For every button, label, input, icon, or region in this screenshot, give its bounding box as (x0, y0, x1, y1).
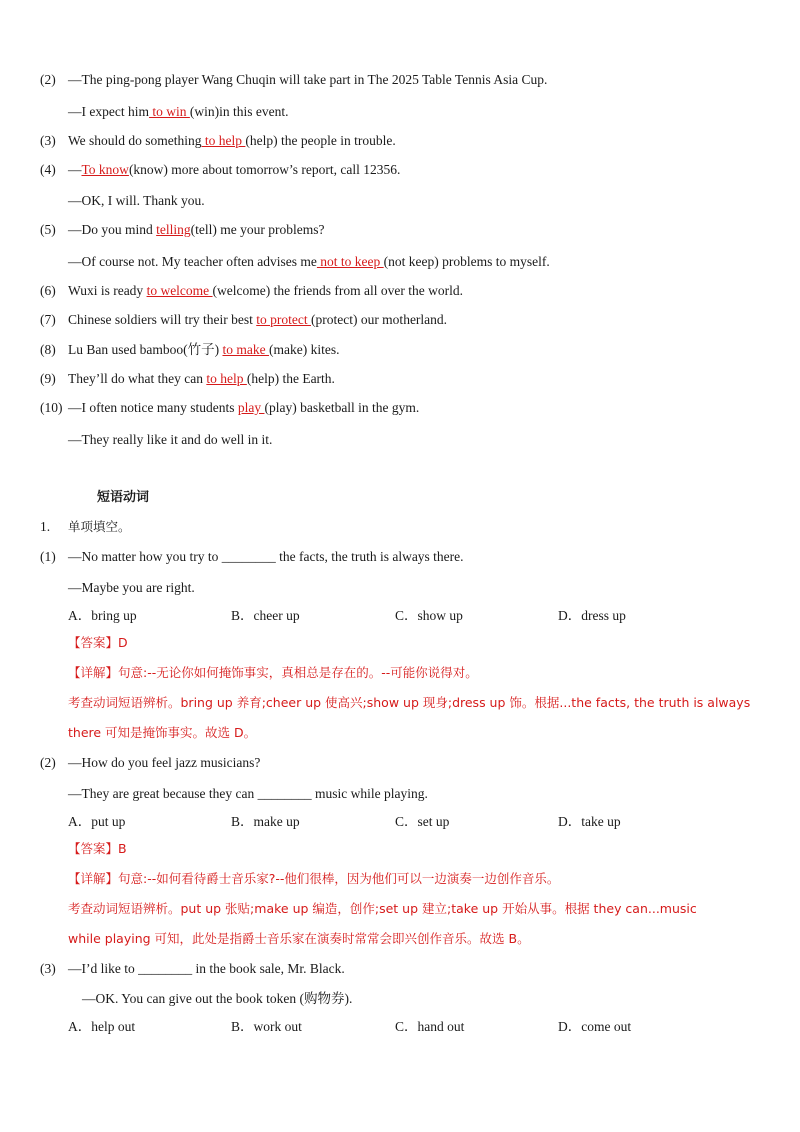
item-number: (7) (40, 312, 56, 327)
answer-text: 【答案】B (68, 841, 127, 856)
reply-text: —I expect him (68, 104, 149, 119)
item-text: (help) the people in trouble. (245, 133, 396, 148)
item-text: (play) basketball in the gym. (264, 400, 420, 415)
item-number: (10) (40, 400, 63, 415)
item-number: (6) (40, 283, 56, 298)
item-text: —Do you mind (68, 222, 157, 237)
section-title: 短语动词 (97, 490, 150, 505)
option-b: B．work out (231, 1019, 302, 1034)
option-c: C．hand out (395, 1019, 465, 1034)
item-text: (help) the Earth. (246, 371, 335, 386)
option-a: A．put up (68, 814, 126, 829)
item-text: (protect) our motherland. (310, 312, 448, 327)
reply-text: —They really like it and do well in it. (68, 432, 273, 447)
reply-text: —Of course not. My teacher often advises me (68, 254, 317, 269)
option-c: C．set up (395, 814, 450, 829)
analysis-text: there 可知是掩饰事实。故选 D。 (68, 725, 257, 740)
item-number: (8) (40, 342, 56, 357)
answer-fill: to win (148, 104, 190, 119)
question-text: —How do you feel jazz musicians? (68, 755, 261, 770)
item-text: — (68, 162, 82, 177)
detail-text: 【详解】句意:--如何看待爵士音乐家?--他们很棒，因为他们可以一边演奏一边创作音乐。 (68, 871, 560, 886)
item-text: Lu Ban used bamboo(竹子) (68, 342, 223, 357)
item-question: —The ping-pong player Wang Chuqin will take part in The 2025 Table Tennis Asia Cup. (68, 72, 548, 87)
item-number: (3) (40, 133, 56, 148)
question-text: —No matter how you try to ________ the facts, the truth is always there. (68, 549, 464, 564)
question-number: (3) (40, 961, 56, 976)
option-d: D．come out (558, 1019, 632, 1034)
answer-fill: to welcome (146, 283, 213, 298)
reply-text: (not keep) problems to myself. (383, 254, 550, 269)
question-reply: —Maybe you are right. (68, 580, 195, 595)
answer-fill: To know (81, 162, 129, 177)
item-text: Chinese soldiers will try their best (68, 312, 257, 327)
analysis-text: 考查动词短语辨析。bring up 养育;cheer up 使高兴;show up 现身;dress up 饰。根据...the facts, the truth is always (68, 695, 751, 710)
analysis-text: while playing 可知，此处是指爵士音乐家在演奏时常常会即兴创作音乐。故选 B。 (68, 931, 530, 946)
answer-text: 【答案】D (68, 635, 128, 650)
option-a: A．help out (68, 1019, 136, 1034)
answer-fill: telling (156, 222, 191, 237)
item-text: We should do something (68, 133, 202, 148)
item-number: (2) (40, 72, 56, 87)
option-d: D．take up (558, 814, 621, 829)
item-text: Wuxi is ready (68, 283, 147, 298)
reply-text: (win)in this event. (189, 104, 289, 119)
item-number: (4) (40, 162, 56, 177)
question-text: —I’d like to ________ in the book sale, Mr. Black. (68, 961, 345, 976)
item-text: (tell) me your problems? (190, 222, 325, 237)
question-reply: —OK. You can give out the book token (购物券). (82, 991, 353, 1006)
option-a: A．bring up (68, 608, 137, 623)
answer-fill: to protect (256, 312, 311, 327)
option-d: D．dress up (558, 608, 626, 623)
task-label: 单项填空。 (68, 519, 131, 534)
question-number: (1) (40, 549, 56, 564)
detail-text: 【详解】句意:--无论你如何掩饰事实，真相总是存在的。--可能你说得对。 (68, 665, 478, 680)
item-text: (welcome) the friends from all over the world. (212, 283, 463, 298)
option-b: B．cheer up (231, 608, 300, 623)
answer-fill: to make (222, 342, 269, 357)
question-reply: —They are great because they can ________ music while playing. (68, 786, 428, 801)
item-text: (know) more about tomorrow’s report, call 12356. (128, 162, 401, 177)
item-text: —I often notice many students (68, 400, 238, 415)
item-number: (9) (40, 371, 56, 386)
item-text: (make) kites. (268, 342, 340, 357)
item-number: (5) (40, 222, 56, 237)
answer-fill: not to keep (316, 254, 384, 269)
task-number: 1. (40, 519, 51, 534)
answer-fill: to help (206, 371, 247, 386)
option-c: C．show up (395, 608, 463, 623)
reply-text: —OK, I will. Thank you. (68, 193, 205, 208)
question-number: (2) (40, 755, 56, 770)
answer-fill: play (237, 400, 265, 415)
option-b: B．make up (231, 814, 300, 829)
item-text: They’ll do what they can (68, 371, 207, 386)
answer-fill: to help (201, 133, 246, 148)
analysis-text: 考查动词短语辨析。put up 张贴;make up 编造，创作;set up 建立;take up 开始从事。根据 they can...music (68, 901, 697, 916)
